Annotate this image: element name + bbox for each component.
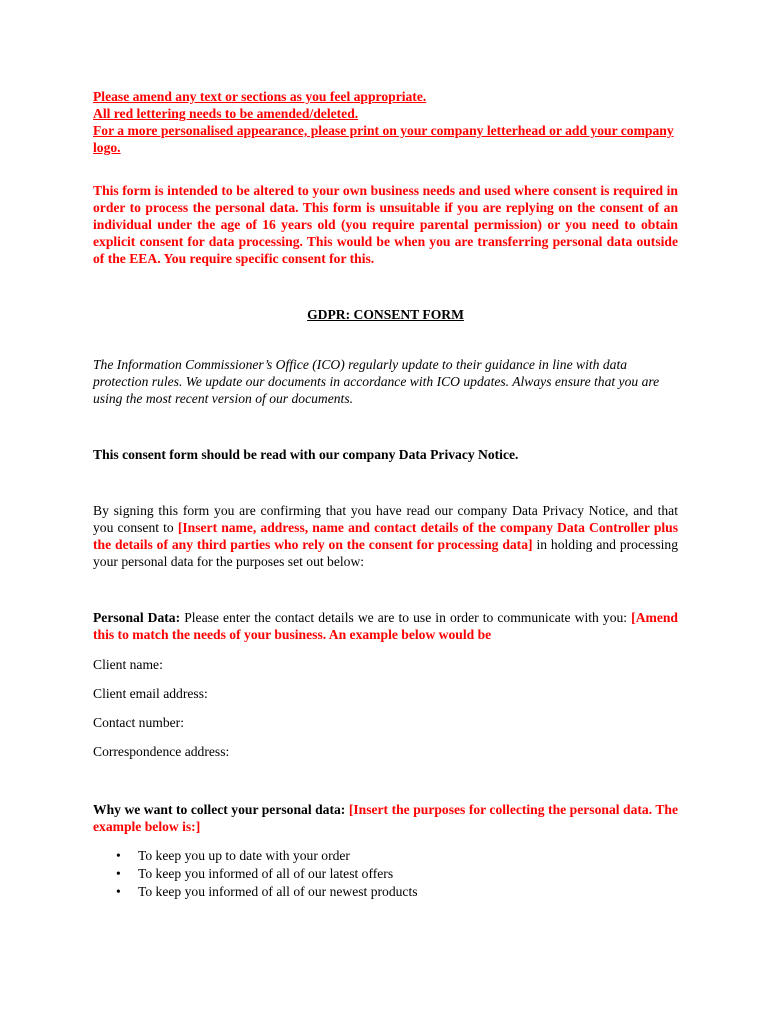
why-collect-label: Why we want to collect your personal data: bbox=[93, 802, 346, 817]
signing-paragraph bbox=[93, 502, 678, 570]
form-title: GDPR: CONSENT FORM bbox=[307, 307, 464, 322]
ico-note: The Information Commissioner’s Office (ICO) regularly update to their guidance in line with data protection rules. We update our documents in accordance with ICO updates. Always ensure that you are using the most recent version of our documents. bbox=[93, 357, 660, 406]
read-with-notice: This consent form should be read with our company Data Privacy Notice. bbox=[93, 447, 519, 462]
signing-insert: [Insert name, address, name and contact details of the company Data Controller plus the details of any third parties who rely on the consent for processing data] bbox=[93, 520, 679, 552]
list-item: • To keep you informed of all of our newest products bbox=[138, 883, 678, 901]
purposes-list bbox=[93, 847, 678, 901]
notice-line-2: All red lettering needs to be amended/deleted. bbox=[93, 106, 359, 121]
contact-number-field[interactable]: Contact number: bbox=[93, 715, 184, 730]
notice-line-1: Please amend any text or sections as you feel appropriate. bbox=[93, 89, 427, 104]
client-name-field[interactable]: Client name: bbox=[93, 657, 163, 672]
client-email-field[interactable]: Client email address: bbox=[93, 686, 208, 701]
personal-data-text: Please enter the contact details we are to use in order to communicate with you: bbox=[180, 610, 632, 625]
signing-text-before: By signing this form you are confirming that you have read our company Data Privacy Notice, and that you consent to bbox=[93, 503, 678, 535]
personal-data-insert: [Amend this to match the needs of your business. An example below would be bbox=[93, 610, 678, 642]
why-collect-paragraph bbox=[93, 801, 678, 835]
personal-data-label: Personal Data: bbox=[93, 610, 181, 625]
amend-notice bbox=[93, 88, 678, 156]
correspondence-address-field[interactable]: Correspondence address: bbox=[93, 744, 230, 759]
document-page bbox=[93, 88, 678, 901]
list-item: • To keep you up to date with your order bbox=[138, 847, 678, 865]
signing-text-after: in holding and processing your personal data for the purposes set out below: bbox=[93, 537, 678, 569]
list-item: • To keep you informed of all of our latest offers bbox=[138, 865, 678, 883]
notice-line-3: For a more personalised appearance, please print on your company letterhead or add your company logo. bbox=[93, 123, 674, 155]
why-collect-insert: [Insert the purposes for collecting the personal data. The example below is:] bbox=[93, 802, 679, 834]
personal-data-paragraph bbox=[93, 609, 678, 643]
intro-instructions: This form is intended to be altered to your own business needs and used where consent is required in order to process the personal data. This form is unsuitable if you are replying on the consent of an individual under the age of 16 years old (you require parental permission) or you need to obtain explicit consent for data processing. This would be when you are transferring personal data outside of the EEA. You require specific consent for this. bbox=[93, 183, 678, 266]
